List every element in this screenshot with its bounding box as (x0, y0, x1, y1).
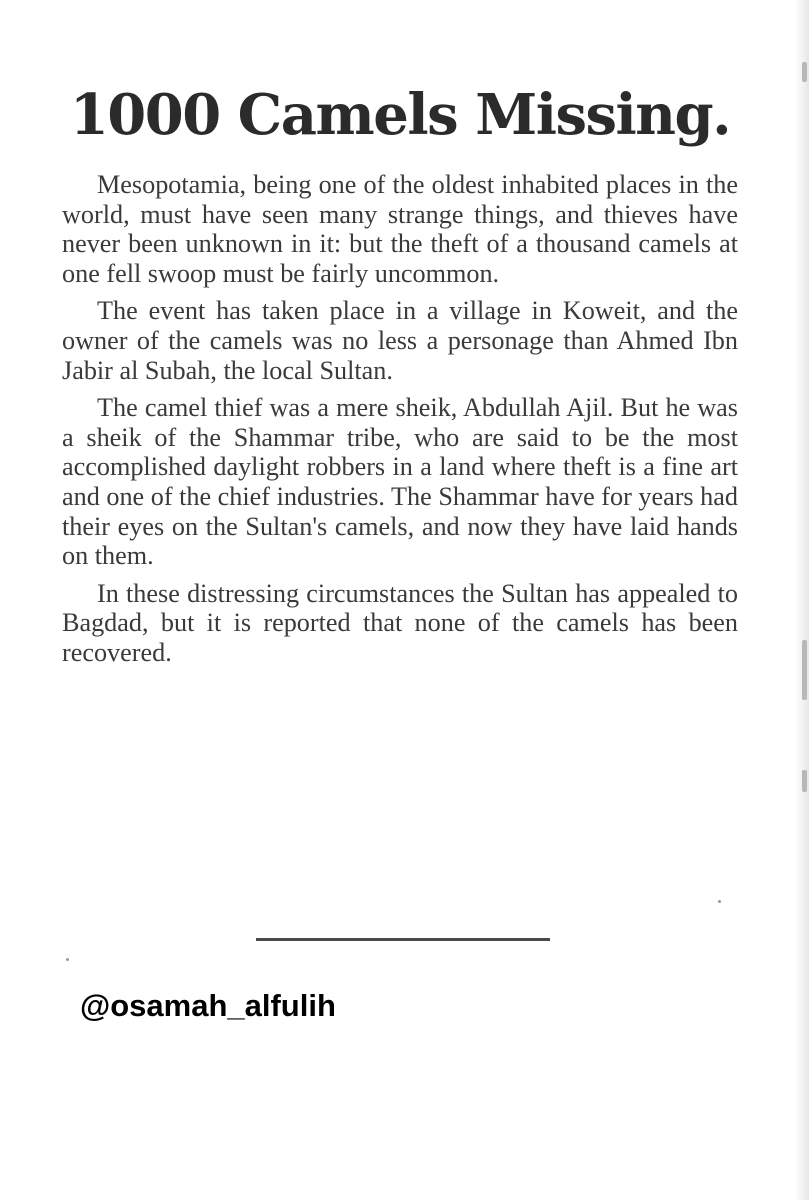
article-paragraph: The event has taken place in a village in Koweit, and the owner of the camels was no less a personage than Ahmed Ibn Jabir al Subah, the local Sultan. (62, 296, 738, 385)
scan-speck (718, 900, 721, 903)
article-paragraph: Mesopotamia, being one of the oldest inhabited places in the world, must have seen many strange things, and thieves have never been unknown in it: but the theft of a thousand camels at one fell swoop must be fairly uncommon. (62, 170, 738, 288)
article-body (62, 170, 738, 676)
scan-edge-shadow (795, 0, 809, 1200)
scan-edge-mark (802, 770, 807, 792)
watermark-handle: @osamah_alfulih (80, 988, 336, 1023)
end-rule (256, 938, 550, 941)
scan-edge-mark (802, 62, 807, 82)
scan-edge-mark (802, 640, 807, 700)
article-paragraph: The camel thief was a mere sheik, Abdullah Ajil. But he was a sheik of the Shammar tribe, who are said to be the most accomplished daylight robbers in a land where theft is a fine art and one of the chief industries. The Shammar have for years had their eyes on the Sultan's camels, and now they have laid hands on them. (62, 393, 738, 571)
article-paragraph: In these distressing circumstances the Sultan has appealed to Bagdad, but it is reported that none of the camels has been recovered. (62, 578, 738, 667)
headline: 1000 Camels Missing. (69, 82, 731, 148)
scan-speck (66, 958, 69, 961)
